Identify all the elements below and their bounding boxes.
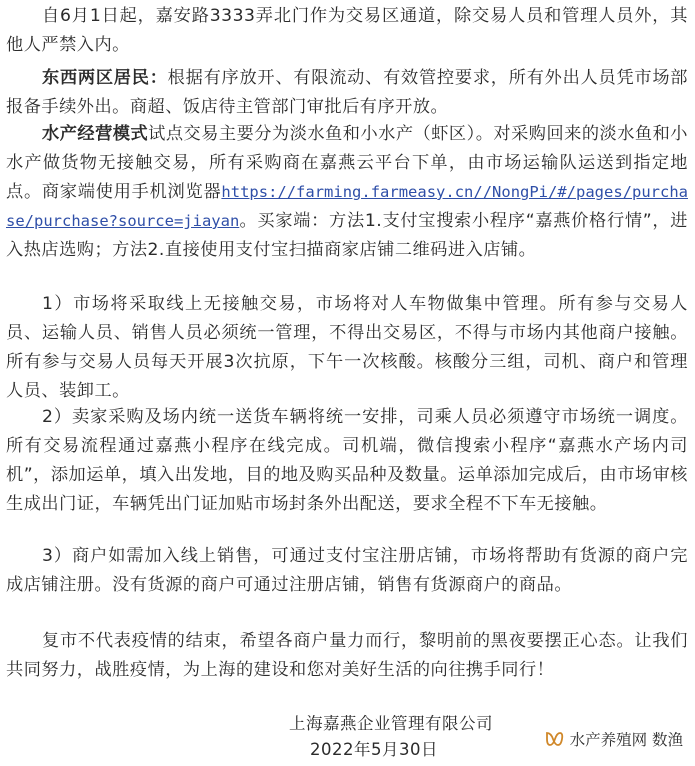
paragraph-text: 复市不代表疫情的结束，希望各商户量力而行，黎明前的黑夜要摆正心态。让我们共同努力，战胜疫情，为上海的建设和您对美好生活的向往携手同行！ — [6, 631, 688, 680]
merchant-browser-link[interactable]: https://farming.farmeasy.cn//NongPi/#/pages/purchase/purchase?source=jiayan — [6, 183, 688, 230]
signature-date: 2022年5月30日 — [310, 740, 438, 759]
business-model-heading: 水产经营模式 — [42, 124, 149, 144]
residents-heading: 东西两区居民： — [42, 68, 168, 88]
paragraph-text: 3）商户如需加入线上销售，可通过支付宝注册店铺，市场将帮助有货源的商户完成店铺注册。没有货源的商户可通过注册店铺，销售有货源商户的商品。 — [6, 546, 688, 595]
watermark — [541, 726, 687, 752]
paragraph-text: 1）市场将采取线上无接触交易，市场将对人车物做集中管理。所有参与交易人员、运输人员、销售人员必须统一管理，不得出交易区，不得与市场内其他商户接触。所有参与交易人员每天开展3次抗原，下午一次核酸。核酸分三组，司机、商户和管理人员、装卸工。 — [6, 294, 688, 401]
paragraph-business-model — [6, 120, 688, 265]
paragraph-north-gate-access — [6, 2, 688, 60]
paragraph-text: 2）卖家采购及场内统一送货车辆将统一安排，司乘人员必须遵守市场统一调度。所有交易流程通过嘉燕小程序在线完成。司机端，微信搜索小程序“嘉燕水产场内司机”，添加运单，填入出发地，目的地及购买品种及数量。运单添加完成后，由市场审核生成出门证，车辆凭出门证加贴市场封条外出配送，要求全程不下车无接触。 — [6, 407, 688, 514]
paragraph-text: 根据有序放开、有限流动、有效管控要求，所有外出人员凭市场部报备手续外出。商超、饭店待主管部门审批后有序开放。 — [6, 68, 688, 117]
paragraph-text-tail: 。买家端：方法1.支付宝搜索小程序“嘉燕价格行情”，进入热店选购；方法2.直接使用支付宝扫描商家店铺二维码进入店铺。 — [6, 211, 688, 260]
watermark-text: 水产养殖网 数渔 — [569, 731, 683, 749]
paragraph-text: 自6月1日起，嘉安路3333弄北门作为交易区通道，除交易人员和管理人员外，其他人严禁入内。 — [6, 6, 688, 55]
paragraph-text: 试点交易主要分为淡水鱼和小水产（虾区）。对采购回来的淡水鱼和小水产做货物无接触交易，所有采购商在嘉燕云平台下单，由市场运输队运送到指定地点。商家端使用手机浏览器 — [6, 124, 688, 202]
signature-company: 上海嘉燕企业管理有限公司 — [289, 714, 493, 733]
wechat-channel-icon — [545, 730, 565, 748]
paragraph-rule-2 — [6, 403, 688, 519]
paragraph-rule-1 — [6, 290, 688, 406]
paragraph-rule-3 — [6, 542, 688, 600]
paragraph-residents — [6, 64, 688, 122]
paragraph-closing — [6, 627, 688, 685]
